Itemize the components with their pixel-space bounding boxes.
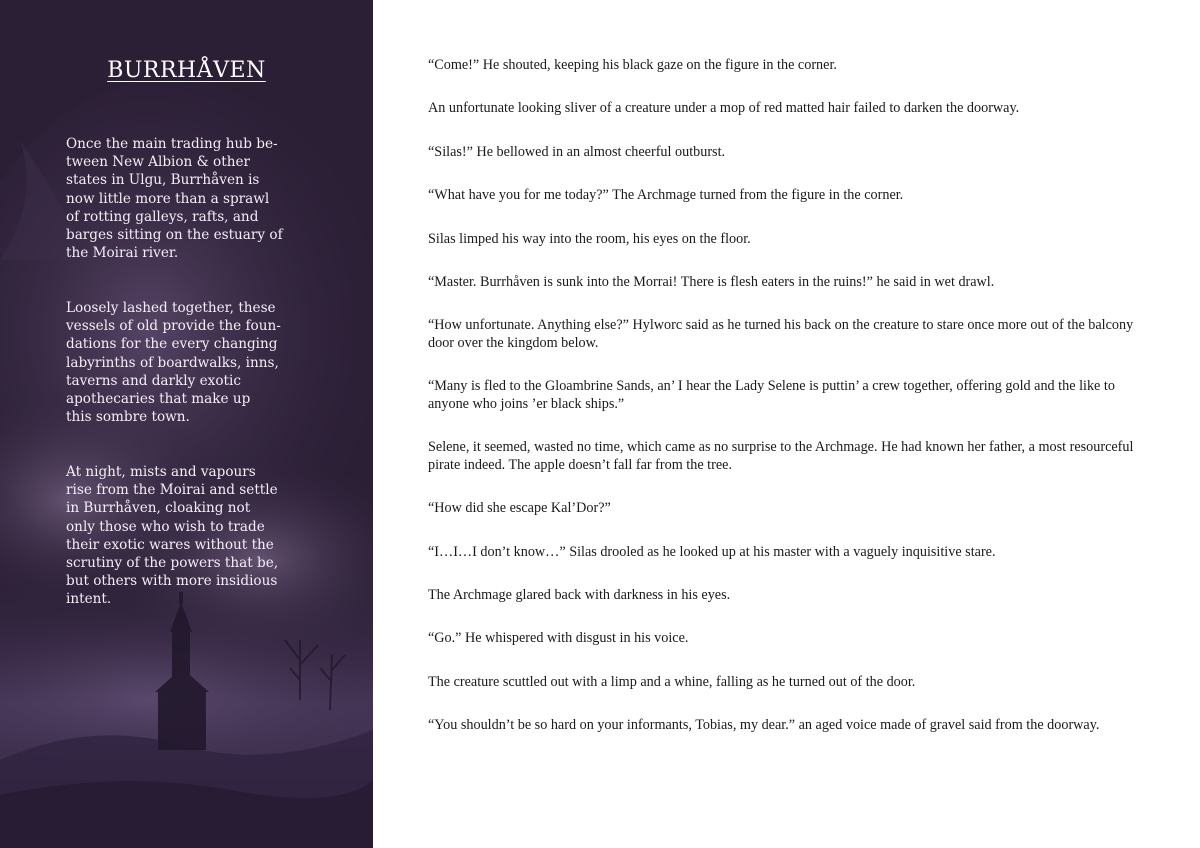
story-paragraph: Selene, it seemed, wasted no time, which came as no surprise to the Archmage. He had known her father, a most resourceful pirate indeed. The apple doesn’t fall far from the tree.	[428, 439, 1134, 473]
story-paragraph: “Go.” He whispered with disgust in his voice.	[428, 630, 689, 646]
story-paragraph: “How did she escape Kal’Dor?”	[428, 500, 611, 516]
sidebar-paragraph: Loosely lashed together, these vessels of old provide the foun- dations for the every changing labyrinths of boardwalks, inns, taverns and darkly exotic apothecaries that make up this sombre town.	[66, 300, 281, 426]
story-paragraph: The creature scuttled out with a limp and a whine, falling as he turned out of the door.	[428, 674, 916, 690]
story-paragraph: An unfortunate looking sliver of a creature under a mop of red matted hair failed to darken the doorway.	[428, 100, 1020, 116]
story-paragraph: “Come!” He shouted, keeping his black gaze on the figure in the corner.	[428, 57, 837, 73]
story-paragraph: “What have you for me today?” The Archmage turned from the figure in the corner.	[428, 187, 904, 203]
sidebar-paragraph: Once the main trading hub be- tween New Albion & other states in Ulgu, Burrhåven is now little more than a sprawl of rotting galleys, rafts, and barges sitting on the estuary of the Moirai river.	[66, 136, 283, 262]
location-title: BURRHÅVEN	[107, 58, 266, 83]
story-paragraph: “Silas!” He bellowed in an almost cheerful outburst.	[428, 144, 726, 160]
story-paragraph: The Archmage glared back with darkness in his eyes.	[428, 587, 731, 603]
sidebar-panel	[0, 0, 373, 848]
story-paragraph: “Many is fled to the Gloambrine Sands, an’ I hear the Lady Selene is puttin’ a crew together, offering gold and the like to anyone who joins ’er black ships.”	[428, 378, 1115, 412]
story-paragraph: Silas limped his way into the room, his eyes on the floor.	[428, 231, 751, 247]
story-paragraph: “How unfortunate. Anything else?” Hylworc said as he turned his back on the creature to stare once more out of the balcony door over the kingdom below.	[428, 317, 1134, 351]
story-paragraph: “You shouldn’t be so hard on your informants, Tobias, my dear.” an aged voice made of gravel said from the doorway.	[428, 717, 1100, 733]
story-paragraph: “Master. Burrhåven is sunk into the Morrai! There is flesh eaters in the ruins!” he said in wet drawl.	[428, 274, 995, 290]
sidebar-paragraph: At night, mists and vapours rise from the Moirai and settle in Burrhåven, cloaking not only those who wish to trade their exotic wares without the scrutiny of the powers that be, but others with more insidious intent.	[66, 464, 279, 608]
story-paragraph: “I…I…I don’t know…” Silas drooled as he looked up at his master with a vaguely inquisitive stare.	[428, 544, 996, 560]
